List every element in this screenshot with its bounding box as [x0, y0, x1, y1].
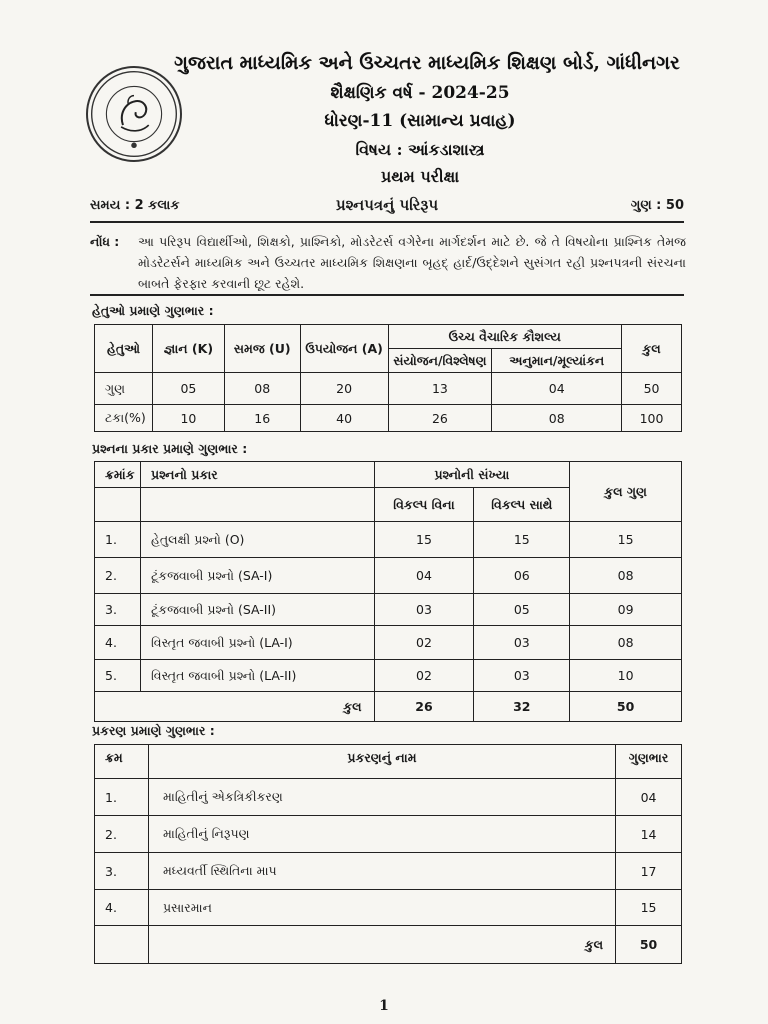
row-type: ટૂંકજવાબી પ્રશ્નો (SA-I): [140, 558, 374, 594]
row-type: વિસ્તૃત જવાબી પ્રશ્નો (LA-I): [140, 626, 374, 660]
row-no: 5.: [95, 660, 141, 692]
cell: 14: [616, 816, 682, 853]
table-row: [95, 594, 682, 626]
col-application: ઉપયોજન (A): [300, 325, 388, 373]
note-label: નોંધ :: [90, 234, 120, 249]
table-row: [95, 522, 682, 558]
cell: 32: [474, 692, 570, 722]
cell: 08: [570, 558, 682, 594]
col-with-option: વિકલ્પ સાથે: [474, 488, 570, 522]
row-type: વિસ્તૃત જવાબી પ્રશ્નો (LA-II): [140, 660, 374, 692]
col-hots: ઉચ્ચ વૈચારિક કૌશલ્ય: [388, 325, 622, 349]
cell: 16: [224, 405, 300, 432]
blank-cell: [95, 488, 141, 522]
total-row: [95, 692, 682, 722]
col-without-option: વિકલ્પ વિના: [374, 488, 474, 522]
cell: 09: [570, 594, 682, 626]
page-number: 1: [379, 998, 389, 1014]
cell: 05: [152, 373, 224, 405]
col-evaluation: અનુમાન/મૂલ્યાંકન: [492, 349, 622, 373]
cell: 15: [616, 890, 682, 926]
row-label: ગુણ: [95, 373, 153, 405]
cell: 10: [570, 660, 682, 692]
subject: વિષય : આંકડાશાસ્ત્ર: [355, 139, 485, 159]
table-row: [95, 890, 682, 926]
total-row: [95, 926, 682, 964]
section-title-chapters: પ્રકરણ પ્રમાણે ગુણભાર :: [92, 723, 215, 738]
exam-time: સમય : 2 કલાક: [90, 198, 180, 213]
cell: 50: [616, 926, 682, 964]
table-row: [95, 373, 682, 405]
cell: 20: [300, 373, 388, 405]
cell: 10: [152, 405, 224, 432]
table-row: [95, 660, 682, 692]
row-no: 4.: [95, 626, 141, 660]
cell: 17: [616, 853, 682, 890]
row-name: માહિતીનું એકત્રિકીકરણ: [148, 779, 615, 816]
row-no: 3.: [95, 594, 141, 626]
header-block: [150, 52, 690, 186]
row-no: 2.: [95, 816, 149, 853]
cell: 03: [474, 626, 570, 660]
standard: ધોરણ-11 (સામાન્ય પ્રવાહ): [324, 111, 516, 132]
col-knowledge: જ્ઞાન (K): [152, 325, 224, 373]
col-objective: હેતુઓ: [95, 325, 153, 373]
cell: 50: [622, 373, 682, 405]
cell: 40: [300, 405, 388, 432]
row-name: મધ્યવર્તી સ્થિતિના માપ: [148, 853, 615, 890]
table-row: [95, 626, 682, 660]
exam-name: પ્રથમ પરીક્ષા: [380, 166, 460, 186]
cell: 15: [374, 522, 474, 558]
divider: [90, 221, 684, 223]
meta-row: [90, 196, 684, 218]
table-row: [95, 558, 682, 594]
row-no: 4.: [95, 890, 149, 926]
table-row: [95, 816, 682, 853]
table-row: [95, 405, 682, 432]
cell: 05: [474, 594, 570, 626]
cell: 100: [622, 405, 682, 432]
col-weight: ગુણભાર: [616, 745, 682, 779]
cell: 02: [374, 626, 474, 660]
total-marks: ગુણ : 50: [630, 198, 684, 213]
row-no: 1.: [95, 522, 141, 558]
table-row: [95, 853, 682, 890]
cell: 08: [492, 405, 622, 432]
cell: 50: [570, 692, 682, 722]
row-no: 3.: [95, 853, 149, 890]
cell: 08: [570, 626, 682, 660]
row-name: પ્રસારમાન: [148, 890, 615, 926]
col-synthesis: સંયોજન/વિશ્લેષણ: [388, 349, 492, 373]
objectives-table: [94, 324, 682, 432]
row-label: ટકા(%): [95, 405, 153, 432]
col-count: પ્રશ્નોની સંખ્યા: [374, 462, 570, 488]
blank-cell: [140, 488, 374, 522]
col-understanding: સમજ (U): [224, 325, 300, 373]
total-label: કુલ: [95, 692, 375, 722]
cell: 06: [474, 558, 570, 594]
note-block: [90, 231, 686, 294]
row-name: માહિતીનું નિરૂપણ: [148, 816, 615, 853]
cell: 13: [388, 373, 492, 405]
question-types-table: [94, 461, 682, 722]
col-type: પ્રશ્નનો પ્રકાર: [140, 462, 374, 488]
col-no: ક્રમ: [95, 745, 149, 779]
section-title-question-types: પ્રશ્નના પ્રકાર પ્રમાણે ગુણભાર :: [92, 441, 248, 456]
col-total: કુલ ગુણ: [570, 462, 682, 522]
divider: [90, 294, 684, 296]
note-text: આ પરિરૂપ વિદ્યાર્થીઓ, શિક્ષકો, પ્રાશ્નિકો, મોડરેટર્સ વગેરેના માર્ગદર્શન માટે છે. જે તે વિષયોના પ્રાશ્નિક તેમજ મોડરેટર્સને માધ્યમિક અને ઉચ્ચતર માધ્યમિક શિક્ષણના બૃહદ્ હાર્દ/ઉદ્દેશને સુસંગત રહી પ્રશ્નપત્રની સંરચના બાબતે ફેરફાર કરવાની છૂટ રહેશે.: [138, 234, 686, 291]
total-label: કુલ: [148, 926, 615, 964]
cell: 26: [374, 692, 474, 722]
board-name: ગુજરાત માધ્યમિક અને ઉચ્ચતર માધ્યમિક શિક્ષણ બોર્ડ, ગાંધીનગર: [174, 52, 680, 74]
cell: 03: [374, 594, 474, 626]
paper-title: પ્રશ્નપત્રનું પરિરૂપ: [335, 196, 439, 214]
cell: 04: [492, 373, 622, 405]
table-row: [95, 779, 682, 816]
row-no: 1.: [95, 779, 149, 816]
blank-cell: [95, 926, 149, 964]
cell: 08: [224, 373, 300, 405]
row-type: ટૂંકજવાબી પ્રશ્નો (SA-II): [140, 594, 374, 626]
cell: 04: [374, 558, 474, 594]
cell: 02: [374, 660, 474, 692]
academic-year: શૈક્ષણિક વર્ષ - 2024-25: [330, 82, 510, 103]
chapters-table: [94, 744, 682, 964]
cell: 15: [570, 522, 682, 558]
cell: 03: [474, 660, 570, 692]
section-title-objectives: હેતુઓ પ્રમાણે ગુણભાર :: [92, 303, 214, 318]
col-name: પ્રકરણનું નામ: [148, 745, 615, 779]
col-no: ક્રમાંક: [95, 462, 141, 488]
cell: 26: [388, 405, 492, 432]
cell: 04: [616, 779, 682, 816]
cell: 15: [474, 522, 570, 558]
col-total: કુલ: [622, 325, 682, 373]
row-no: 2.: [95, 558, 141, 594]
row-type: હેતુલક્ષી પ્રશ્નો (O): [140, 522, 374, 558]
